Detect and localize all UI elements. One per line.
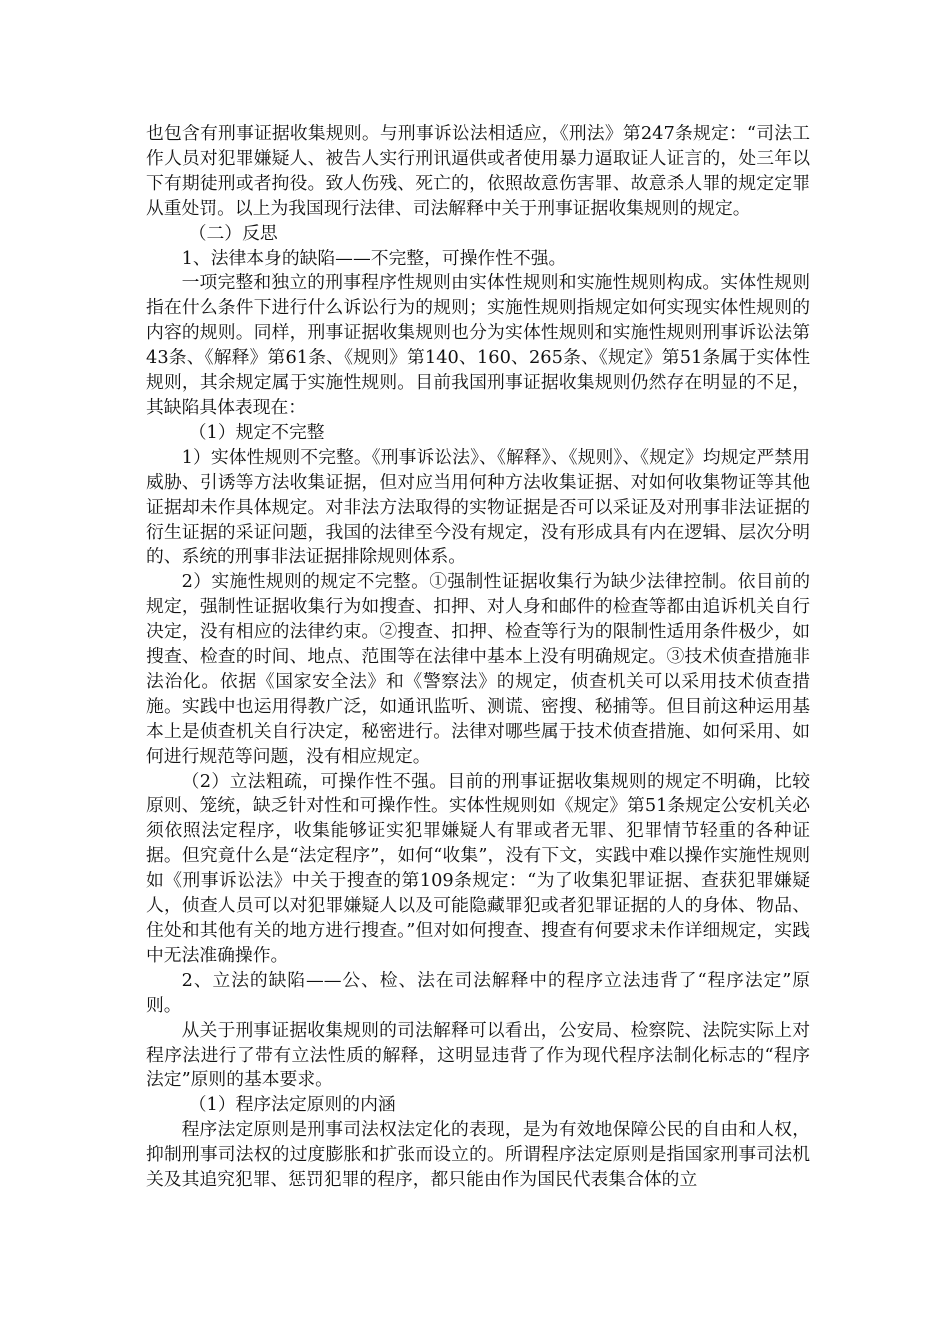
paragraph-procedural-rules: 一项完整和独立的刑事程序性规则由实体性规则和实施性规则构成。实体性规则指在什么条件下进行什么诉讼行为的规则；实施性规则指规定如何实现实体性规则的内容的规则。同样，刑事证据收集规则也分为实体性规则和实施性规则刑事诉讼法第43条、《解释》第61条、《规则》第140、160、265条、《规定》第51条属于实体性规则，其余规定属于实施性规则。目前我国刑事证据收集规则仍然存在明显的不足，其缺陷具体表现在： <box>146 272 810 418</box>
subheading-law-defects: 1、法律本身的缺陷——不完整，可操作性不强。 <box>181 247 567 269</box>
paragraph-implementation-rules: 2）实施性规则的规定不完整。①强制性证据收集行为缺少法律控制。依目前的规定，强制性证据收集行为如搜查、扣押、对人身和邮件的检查等都由追诉机关自行决定，没有相应的法律约束。②搜查、扣押、检查等行为的限制性适用条件极少，如搜查、检查的时间、地点、范围等在法律中基本上没有明确规定。③技术侦查措施非法治化。依据《国家安全法》和《警察法》的规定，侦查机关可以采用技术侦查措施。实践中也运用得教广泛，如通讯监听、测谎、密搜、秘捕等。但目前这种运用基本上是侦查机关自行决定，秘密进行。法律对哪些属于技术侦查措施、如何采用、如何进行规范等问题，没有相应规定。 <box>146 571 810 767</box>
paragraph-judicial-interpretation: 从关于刑事证据收集规则的司法解释可以看出，公安局、检察院、法院实际上对程序法进行了带有立法性质的解释，这明显违背了作为现代程序法制化标志的“程序法定”原则的基本要求。 <box>146 1019 810 1091</box>
section-heading-reflection: （二）反思 <box>188 222 278 244</box>
paragraph-principle-definition: 程序法定原则是刑事司法权法定化的表现，是为有效地保障公民的自由和人权，抑制刑事司法权的过度膨胀和扩张而设立的。所谓程序法定原则是指国家刑事司法机关及其追究犯罪、惩罚犯罪的程序，都只能由作为国民代表集合体的立 <box>146 1119 810 1191</box>
subheading-incomplete-rules: （1）规定不完整 <box>188 421 325 443</box>
paragraph-rough-legislation: （2）立法粗疏，可操作性不强。目前的刑事证据收集规则的规定不明确，比较原则、笼统，缺乏针对性和可操作性。实体性规则如《规定》第51条规定公安机关必须依照法定程序，收集能够证实犯罪嫌疑人有罪或者无罪、犯罪情节轻重的各种证据。但究竟什么是“法定程序”，如何“收集”，没有下文，实践中难以操作实施性规则如《刑事诉讼法》中关于搜查的第109条规定：“为了收集犯罪证据、查获犯罪嫌疑人，侦查人员可以对犯罪嫌疑人以及可能隐藏罪犯或者犯罪证据的人的身体、物品、住处和其他有关的地方进行搜查。”但对如何搜查、搜查有何要求未作详细规定，实践中无法准确操作。 <box>146 770 810 966</box>
document-page <box>146 122 810 1193</box>
subheading-legal-procedure-principle: （1）程序法定原则的内涵 <box>188 1094 396 1116</box>
paragraph-substantive-rules: 1）实体性规则不完整。《刑事诉讼法》、《解释》、《规则》、《规定》均规定严禁用威胁、引诱等方法收集证据，但对应当用何种方法收集证据、对如何收集物证等其他证据却未作具体规定。对非法方法取得的实物证据是否可以采证及对刑事非法证据的衍生证据的采证问题，我国的法律至今没有规定，没有形成具有内在逻辑、层次分明的、系统的刑事非法证据排除规则体系。 <box>146 446 810 568</box>
paragraph-1: 也包含有刑事证据收集规则。与刑事诉讼法相适应，《刑法》第247条规定：“司法工作人员对犯罪嫌疑人、被告人实行刑讯逼供或者使用暴力逼取证人证言的，处三年以下有期徒刑或者拘役。致人伤残、死亡的，依照故意伤害罪、故意杀人罪的规定定罪从重处罚。以上为我国现行法律、司法解释中关于刑事证据收集规则的规定。 <box>146 123 810 219</box>
subheading-legislative-defects: 2、立法的缺陷——公、检、法在司法解释中的程序立法违背了“程序法定”原则。 <box>146 969 810 1016</box>
